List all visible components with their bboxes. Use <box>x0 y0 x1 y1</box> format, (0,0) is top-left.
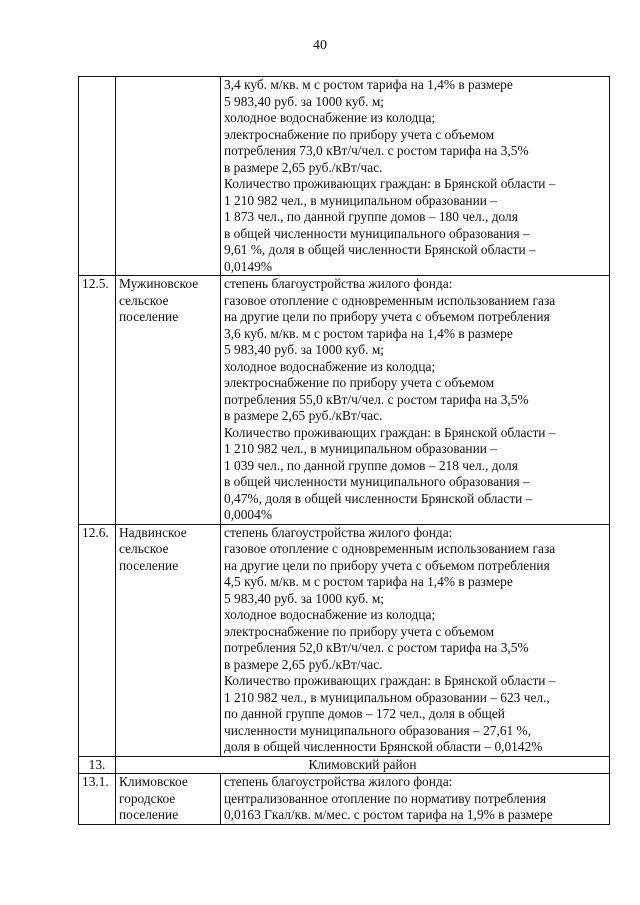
description-line: холодное водоснабжение из колодца; <box>224 607 436 622</box>
description-line: в общей численности муниципального образования – <box>224 225 530 241</box>
description-line: численности муниципального образования – 27,61 %, <box>224 722 532 738</box>
description-line: холодное водоснабжение из колодца; <box>224 110 436 125</box>
row-number: 12.5. <box>79 276 116 525</box>
description-line: 3,4 куб. м/кв. м с ростом тарифа на 1,4% в размере <box>224 77 513 92</box>
settlement-name-line: Климовское <box>119 774 188 789</box>
description-line: потребления 73,0 кВт/ч/чел. с ростом тарифа на 3,5% <box>224 143 529 158</box>
description-line: потребления 52,0 кВт/ч/чел. с ростом тарифа на 3,5% <box>224 640 529 655</box>
settlement-name-line: сельское <box>119 541 169 556</box>
description-line: 0,0004% <box>224 507 272 522</box>
description-line: по данной группе домов – 172 чел., доля в общей <box>224 706 505 721</box>
description-cell <box>221 276 610 525</box>
description-cell <box>221 77 610 276</box>
description-line: в размере 2,65 руб./кВт/час. <box>224 408 383 423</box>
description-line: Количество проживающих граждан: в Брянской области – <box>224 176 556 191</box>
description-line: 1 210 982 чел., в муниципальном образовании – <box>224 192 497 208</box>
settlement-name-line: поселение <box>119 807 179 822</box>
description-line: степень благоустройства жилого фонда: <box>224 276 453 291</box>
description-line: 0,0149% <box>224 258 272 274</box>
row-number <box>79 77 116 276</box>
description-line: на другие цели по прибору учета с объемом потребления <box>224 309 550 324</box>
description-line: газовое отопление с одновременным использованием газа <box>224 292 556 308</box>
description-line: потребления 55,0 кВт/ч/чел. с ростом тарифа на 3,5% <box>224 391 529 407</box>
description-line: 5 983,40 руб. за 1000 куб. м; <box>224 342 385 357</box>
page-number: 40 <box>313 38 327 53</box>
description-line: степень благоустройства жилого фонда: <box>224 774 453 789</box>
description-line: 0,0163 Гкал/кв. м/мес. с ростом тарифа на 1,9% в размере <box>224 807 553 822</box>
settlement-name-cell <box>116 774 221 825</box>
description-line: 5 983,40 руб. за 1000 куб. м; <box>224 590 385 606</box>
description-line: электроснабжение по прибору учета с объемом <box>224 126 495 142</box>
description-line: 9,61 %, доля в общей численности Брянской области – <box>224 242 536 257</box>
settlement-name-cell <box>116 77 221 276</box>
description-line: централизованное отопление по нормативу потребления <box>224 790 547 806</box>
table-row-12-6 <box>79 524 610 756</box>
section-title: Климовский район <box>116 756 610 774</box>
row-number: 12.6. <box>79 524 116 756</box>
section-number: 13. <box>79 756 116 774</box>
description-line: 1 210 982 чел., в муниципальном образовании – <box>224 441 497 456</box>
description-line: 3,6 куб. м/кв. м с ростом тарифа на 1,4% в размере <box>224 325 513 341</box>
settlement-name-line: сельское <box>119 292 169 308</box>
table-row-continuation <box>79 77 610 276</box>
description-line: Количество проживающих граждан: в Брянской области – <box>224 424 556 440</box>
description-line: 1 039 чел., по данной группе домов – 218 чел., доля <box>224 457 518 473</box>
table-row-12-5 <box>79 276 610 525</box>
description-line: в размере 2,65 руб./кВт/час. <box>224 159 383 175</box>
description-line: 1 210 982 чел., в муниципальном образовании – 623 чел., <box>224 689 550 705</box>
settlement-name-line: поселение <box>119 557 179 573</box>
settlement-name-line: Мужиновское <box>119 276 199 291</box>
description-line: электроснабжение по прибору учета с объемом <box>224 623 495 639</box>
description-line: 1 873 чел., по данной группе домов – 180 чел., доля <box>224 209 518 224</box>
description-cell <box>221 774 610 825</box>
description-line: на другие цели по прибору учета с объемом потребления <box>224 557 550 573</box>
section-header-row <box>79 756 610 774</box>
description-line: в общей численности муниципального образования – <box>224 474 530 489</box>
description-line: 4,5 куб. м/кв. м с ростом тарифа на 1,4% в размере <box>224 574 513 589</box>
settlement-name-line: поселение <box>119 309 179 324</box>
tariff-table <box>78 76 610 825</box>
description-line: в размере 2,65 руб./кВт/час. <box>224 656 383 672</box>
table-row-13-1 <box>79 774 610 825</box>
description-line: 0,47%, доля в общей численности Брянской области – <box>224 490 533 506</box>
tariff-table-body <box>79 77 610 825</box>
description-cell <box>221 524 610 756</box>
description-line: доля в общей численности Брянской области – 0,0142% <box>224 739 543 754</box>
description-line: газовое отопление с одновременным использованием газа <box>224 541 556 556</box>
settlement-name-cell <box>116 524 221 756</box>
description-line: электроснабжение по прибору учета с объемом <box>224 375 495 390</box>
settlement-name-line: городское <box>119 790 176 806</box>
row-number: 13.1. <box>79 774 116 825</box>
description-line: 5 983,40 руб. за 1000 куб. м; <box>224 93 385 109</box>
description-line: Количество проживающих граждан: в Брянской области – <box>224 673 556 688</box>
settlement-name-line: Надвинское <box>119 524 187 540</box>
description-line: степень благоустройства жилого фонда: <box>224 524 453 540</box>
settlement-name-cell <box>116 276 221 525</box>
description-line: холодное водоснабжение из колодца; <box>224 358 436 374</box>
